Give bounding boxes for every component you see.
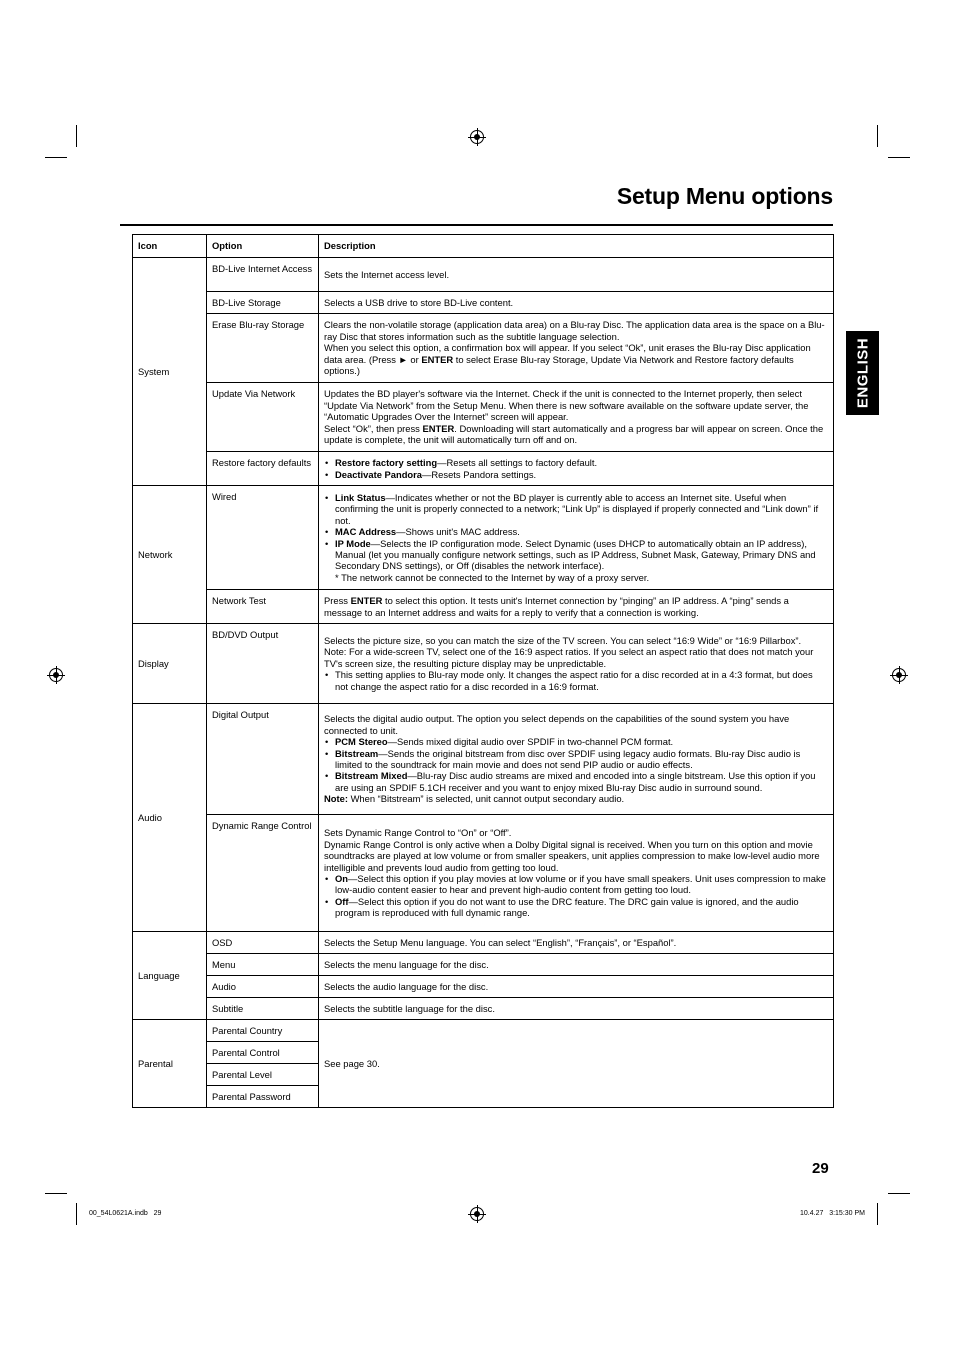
option-cell: Dynamic Range Control bbox=[207, 815, 319, 932]
description-note bbox=[324, 793, 828, 804]
option-cell: Menu bbox=[207, 954, 319, 976]
description-cell: Selects the subtitle language for the disc. bbox=[319, 998, 834, 1020]
page-number: 29 bbox=[812, 1160, 829, 1177]
table-row bbox=[133, 976, 834, 998]
bullet-item bbox=[324, 469, 828, 480]
table-row bbox=[133, 1020, 834, 1042]
table-row bbox=[133, 815, 834, 932]
text-run: Press bbox=[324, 595, 351, 607]
text-run: —Select this option if you play movies at low volume or if you have small speakers. Unit uses compression to make low-audio content easier to hear and prevent high-audio content from getting too loud. bbox=[335, 873, 826, 896]
text-run-bold: Link Status bbox=[335, 491, 386, 503]
description-cell bbox=[319, 383, 834, 452]
table-header-row bbox=[133, 235, 834, 258]
registration-mark-icon bbox=[49, 668, 63, 682]
registration-mark-icon bbox=[892, 668, 906, 682]
text-run: —Indicates whether or not the BD player is currently able to access an Internet site. Useful when confirming the unit is properly connected to a network; “Link Up” is displayed if properly connected and “Link down” if not. bbox=[335, 491, 819, 526]
description-cell bbox=[319, 314, 834, 383]
text-run: —Blu-ray Disc audio streams are mixed and encoded into a single bitstream. Use this option if you are using an SPDIF 5.1CH receiver and you want to enjoy mixed Blu-ray Disc audio in surround sound. bbox=[335, 770, 816, 793]
description-text: Clears the non-volatile storage (application data area) on a Blu-ray Disc. The application data area is the space on a Blu-ray Disc that stores information such as the subtitle language selection. bbox=[324, 319, 825, 342]
option-cell: Parental Level bbox=[207, 1064, 319, 1086]
category-network: Network bbox=[133, 486, 207, 624]
text-run-bold: Deactivate Pandora bbox=[335, 468, 423, 480]
language-side-tab-label: ENGLISH bbox=[854, 337, 871, 409]
text-run-bold: PCM Stereo bbox=[335, 736, 388, 748]
bullet-item bbox=[324, 896, 828, 919]
crop-mark bbox=[76, 125, 77, 147]
text-run-bold: On bbox=[335, 873, 349, 884]
bullet-item bbox=[324, 526, 828, 537]
table-row bbox=[133, 314, 834, 383]
text-run-bold: ENTER bbox=[350, 595, 383, 607]
option-cell: OSD bbox=[207, 932, 319, 954]
text-run: Select “Ok”, then press bbox=[324, 422, 423, 434]
option-cell: BD-Live Storage bbox=[207, 292, 319, 314]
option-cell: Parental Control bbox=[207, 1042, 319, 1064]
description-text: Selects the picture size, so you can match the size of the TV screen. You can select “16:9 Wide” or “16:9 Pillarbox”. bbox=[324, 634, 802, 646]
text-run-bold: ENTER bbox=[422, 422, 455, 434]
description-cell: Selects the Setup Menu language. You can select “English”, “Français”, or “Español”. bbox=[319, 932, 834, 954]
option-cell: Digital Output bbox=[207, 704, 319, 815]
option-cell: Parental Country bbox=[207, 1020, 319, 1042]
text-run: —Sends the original bitstream from disc over SPDIF using legacy audio formats. Blu-ray Disc audio is limited to the soundtrack for main movie and does not send PIP audio or audio effects. bbox=[335, 747, 801, 770]
description-cell: Selects a USB drive to store BD-Live content. bbox=[319, 292, 834, 314]
text-run: . Downloading will start automatically and a progress bar will appear on screen. Once the update is complete, the unit will automatically turn off and on. bbox=[324, 422, 824, 446]
category-language: Language bbox=[133, 932, 207, 1020]
option-cell: Audio bbox=[207, 976, 319, 998]
crop-mark bbox=[45, 1193, 67, 1194]
option-cell: Parental Password bbox=[207, 1086, 319, 1108]
text-run-bold: IP Mode bbox=[335, 537, 371, 549]
text-run-bold: Bitstream Mixed bbox=[335, 770, 408, 782]
option-cell: BD-Live Internet Access bbox=[207, 258, 319, 292]
option-cell: Subtitle bbox=[207, 998, 319, 1020]
text-run: to select this option. It tests unit's Internet connection by “pinging” an IP address. A “ping” sends a message to an Internet address and waits for a reply to verify that a connection is working. bbox=[324, 595, 789, 618]
text-run: When “Bitstream” is selected, unit cannot output secondary audio. bbox=[347, 793, 625, 805]
bullet-item bbox=[324, 492, 828, 526]
description-cell: Sets the Internet access level. bbox=[319, 258, 834, 292]
title-rule bbox=[120, 224, 833, 226]
table-row bbox=[133, 486, 834, 590]
crop-mark bbox=[877, 125, 878, 147]
bullet-item bbox=[324, 736, 828, 747]
description-cell bbox=[319, 815, 834, 932]
bullet-item bbox=[324, 457, 828, 468]
description-cell: See page 30. bbox=[319, 1020, 834, 1108]
text-run: —Selects the IP configuration mode. Select Dynamic (uses DHCP to automatically obtain an IP address), Manual (let you manually configure network settings, such as IP Address, Subnet Mask, Gateway, Primary DNS and Secondary DNS settings), or Off (disables the network interface). bbox=[335, 537, 816, 572]
category-audio: Audio bbox=[133, 704, 207, 932]
description-text: Note: For a wide-screen TV, select one of the 16:9 aspect ratios. If you select an aspect ratio that does not match your TV's screen size, the resulting picture display may be unpredictable. bbox=[324, 646, 814, 669]
footnote: * The network cannot be connected to the Internet by way of a proxy server. bbox=[335, 571, 650, 583]
footer-file-info: 00_54L0621A.indb 29 bbox=[89, 1210, 162, 1217]
language-side-tab bbox=[846, 331, 879, 415]
text-run: —Sends mixed digital audio over SPDIF in two-channel PCM format. bbox=[387, 736, 674, 748]
registration-mark-icon bbox=[470, 130, 484, 144]
text-run-bold: Restore factory setting bbox=[335, 457, 438, 469]
text-run-bold: Bitstream bbox=[335, 747, 379, 759]
table-row bbox=[133, 258, 834, 292]
header-icon: Icon bbox=[133, 235, 207, 258]
option-cell: Network Test bbox=[207, 590, 319, 624]
table-row bbox=[133, 998, 834, 1020]
description-text: Updates the BD player's software via the Internet. Check if the unit is connected to the Internet properly, then select “Update Via Network” from the Setup Menu. When there is new software available on the software update server, the “Automatic Upgrades Over the Internet” screen will appear. bbox=[324, 388, 809, 423]
crop-mark bbox=[877, 1203, 878, 1225]
footer-timestamp: 10.4.27 3:15:30 PM bbox=[800, 1210, 865, 1217]
bullet-item bbox=[324, 748, 828, 771]
text-run: —Select this option if you do not want to use the DRC feature. The DRC gain value is ignored, and the audio program is reproduced with full dynamic range. bbox=[335, 895, 799, 919]
registration-mark-icon bbox=[470, 1207, 484, 1221]
text-run: When you select this option, a confirmation box will appear. If you select “Ok”, unit erases the Blu-ray Disc application data area. (Press ► or bbox=[324, 342, 811, 365]
header-description: Description bbox=[319, 235, 834, 258]
crop-mark bbox=[888, 1193, 910, 1194]
option-cell: Restore factory defaults bbox=[207, 452, 319, 486]
table-row bbox=[133, 954, 834, 976]
category-display: Display bbox=[133, 624, 207, 704]
description-cell: Selects the menu language for the disc. bbox=[319, 954, 834, 976]
crop-mark bbox=[888, 157, 910, 158]
bullet-item bbox=[324, 538, 828, 572]
table-row bbox=[133, 383, 834, 452]
bullet-item: • This setting applies to Blu-ray mode only. It changes the aspect ratio for a disc recorded at in a 4:3 format, but does not change the aspect ratio for a disc recorded in a 16:9 format. bbox=[324, 669, 828, 692]
setup-menu-table bbox=[132, 234, 834, 1108]
header-option: Option bbox=[207, 235, 319, 258]
description-text bbox=[324, 423, 828, 446]
description-cell bbox=[319, 704, 834, 815]
table-row bbox=[133, 292, 834, 314]
description-cell bbox=[319, 452, 834, 486]
description-text: Dynamic Range Control is only active when a Dolby Digital signal is received. When you turn on this option and movie soundtracks are played at low volume or from smaller speakers, unit applies compression to make low-level audio more intelligible and prevents loud audio from getting too loud. bbox=[324, 838, 820, 873]
text-run-bold: ENTER bbox=[421, 353, 454, 365]
bullet-item bbox=[324, 770, 828, 793]
text-run-bold: MAC Address bbox=[335, 526, 397, 538]
description-text bbox=[324, 342, 828, 376]
crop-mark bbox=[45, 157, 67, 158]
table-row bbox=[133, 452, 834, 486]
table-row bbox=[133, 932, 834, 954]
option-cell: Wired bbox=[207, 486, 319, 590]
description-cell bbox=[319, 590, 834, 624]
description-cell bbox=[319, 486, 834, 590]
text-run-bold: Off bbox=[335, 895, 349, 907]
description-text: Sets Dynamic Range Control to “On” or “Off”. bbox=[324, 827, 512, 839]
description-text: Selects the digital audio output. The option you select depends on the capabilities of the sound system you have connected to unit. bbox=[324, 713, 790, 736]
description-cell bbox=[319, 624, 834, 704]
category-parental: Parental bbox=[133, 1020, 207, 1108]
text-run: —Shows unit's MAC address. bbox=[396, 526, 520, 538]
option-cell: BD/DVD Output bbox=[207, 624, 319, 704]
description-cell: Selects the audio language for the disc. bbox=[319, 976, 834, 998]
text-run: —Resets all settings to factory default. bbox=[437, 457, 598, 469]
page-title: Setup Menu options bbox=[616, 183, 833, 209]
text-run: to select Erase Blu-ray Storage, Update Via Network and Restore factory defaults options.) bbox=[324, 353, 794, 377]
bullet-item bbox=[324, 873, 828, 896]
table-row bbox=[133, 590, 834, 624]
option-cell: Erase Blu-ray Storage bbox=[207, 314, 319, 383]
text-run-bold: Note: bbox=[324, 793, 348, 805]
text-run: —Resets Pandora settings. bbox=[422, 468, 537, 480]
table-row bbox=[133, 704, 834, 815]
table-row bbox=[133, 624, 834, 704]
category-system: System bbox=[133, 258, 207, 486]
option-cell: Update Via Network bbox=[207, 383, 319, 452]
crop-mark bbox=[76, 1203, 77, 1225]
